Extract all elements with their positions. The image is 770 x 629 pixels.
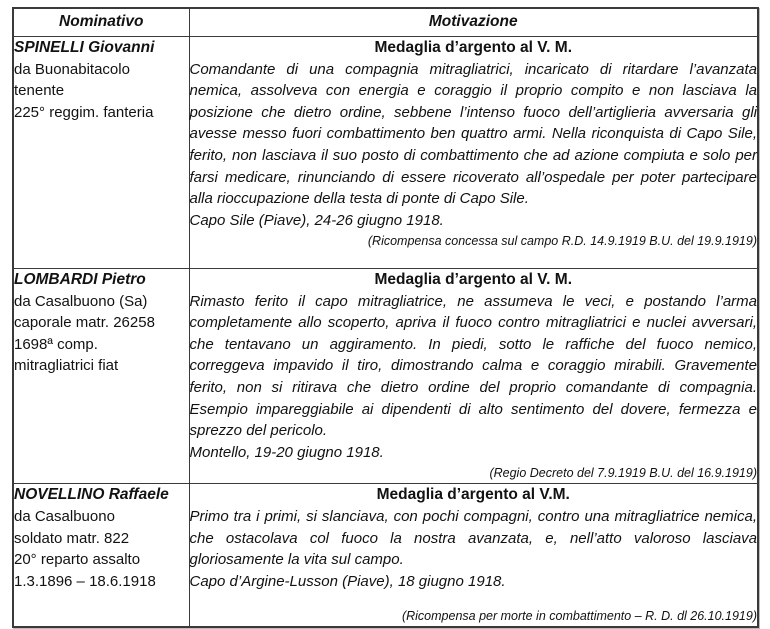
nominativo-cell: [13, 269, 189, 484]
table-row: [13, 484, 758, 627]
nominativo-cell: [13, 484, 189, 627]
medal-title: Medaglia d’argento al V.M.: [376, 486, 570, 504]
table-header-row: [13, 8, 758, 37]
motivazione-cell: [189, 484, 758, 627]
decree-reference: (Regio Decreto del 7.9.1919 B.U. del 16.9.1919): [489, 466, 757, 481]
table-row: [13, 269, 758, 484]
nominativo-cell: [13, 37, 189, 269]
column-header-nominativo: Nominativo: [13, 8, 189, 37]
medal-title: Medaglia d’argento al V. M.: [374, 271, 573, 288]
soldier-detail: mitragliatrici fiat: [14, 357, 119, 375]
decree-reference: (Ricompensa concessa sul campo R.D. 14.9.1919 B.U. del 19.9.1919): [367, 234, 757, 249]
table-row: [13, 37, 758, 269]
motivazione-cell: [189, 269, 758, 484]
soldier-detail: da Casalbuono: [14, 507, 115, 525]
place-date: Capo d’Argine-Lusson (Piave), 18 giugno 1918.: [189, 572, 506, 590]
soldier-name: SPINELLI Giovanni: [14, 39, 155, 56]
soldier-detail: 225° reggim. fanteria: [14, 103, 154, 121]
citation-text: Comandante di una compagnia mitragliatrici, incaricato di ritardare l’avanzata nemica, assolveva con energia e coraggio il proprio compito e non lasciava la posizione che dietro ordine, sebbene l’intenso fuoco dell’artiglieria avversaria gli avesse messo fuori combattimento ben quattro armi. Nella riconquista di Capo Sile, ferito, non lasciava il suo posto di combattimento che ad azione compiuta e solo per farsi medicare, rinunciando di essere ricoverato all’ospedale per poter partecipare alla rioccupazione della testa di ponte di Capo Sile.: [189, 60, 757, 208]
soldier-name: LOMBARDI Pietro: [14, 271, 146, 288]
column-header-motivazione: Motivazione: [189, 8, 758, 37]
soldier-detail: tenente: [14, 82, 65, 100]
soldier-detail: caporale matr. 26258: [14, 314, 155, 332]
medal-title: Medaglia d’argento al V. M.: [374, 39, 573, 56]
motivazione-cell: [189, 37, 758, 269]
soldier-detail: da Casalbuono (Sa): [14, 292, 148, 310]
citation-text: Primo tra i primi, si slanciava, con pochi compagni, contro una mitragliatrice nemica, che ostacolava col fuoco la nostra avanzata, e, nell’atto valoroso lasciava gloriosamente la vita sul campo.: [189, 507, 757, 569]
soldier-detail: 20° reparto assalto: [14, 551, 141, 569]
medal-citations-table: [12, 7, 759, 628]
place-date: Montello, 19-20 giugno 1918.: [189, 443, 384, 461]
decree-reference: (Ricompensa per morte in combattimento – R. D. dl 26.10.1919): [401, 609, 757, 624]
citation-text: Rimasto ferito il capo mitragliatrice, ne assumeva le veci, e postando l’arma completamente allo scoperto, apriva il fuoco contro mitragliatrici e nuclei avversari, che tentavano un aggiramento. In piedi, sotto le raffiche del fuoco nemico, correggeva impavido il tiro, dimostrando calma e coraggio mirabili. Gravemente ferito, non si ritirava che dietro ordine del proprio comandante di compagnia. Esempio impareggiabile ai dipendenti di alto sentimento del dovere, fermezza e sprezzo del pericolo.: [189, 292, 757, 440]
soldier-detail: 1698ª comp.: [14, 335, 98, 353]
soldier-detail: da Buonabitacolo: [14, 60, 130, 78]
soldier-detail: soldato matr. 822: [14, 529, 130, 547]
soldier-name: NOVELLINO Raffaele: [14, 486, 169, 504]
soldier-detail: 1.3.1896 – 18.6.1918: [14, 572, 156, 590]
place-date: Capo Sile (Piave), 24-26 giugno 1918.: [189, 211, 444, 229]
